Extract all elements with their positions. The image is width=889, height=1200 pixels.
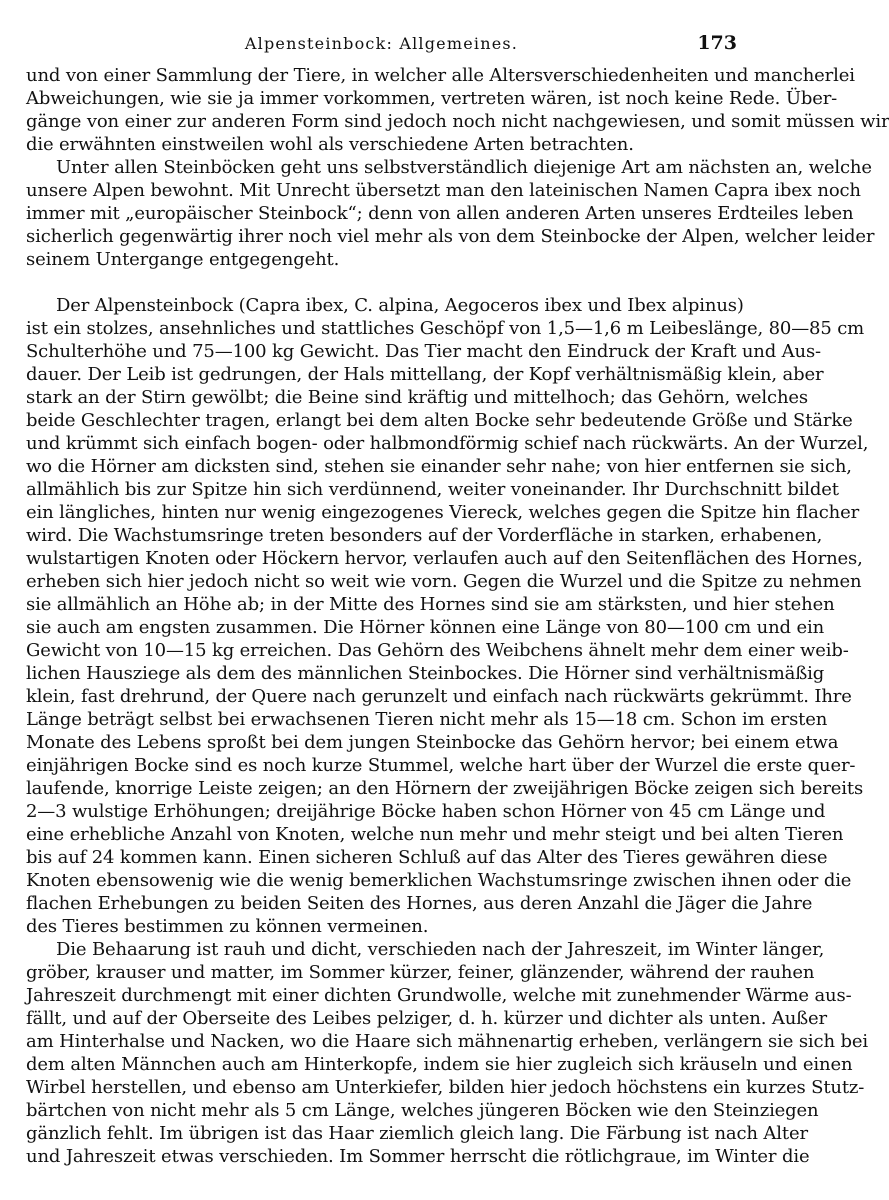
text-line: gänzlich fehlt. Im übrigen ist das Haar ziemlich gleich lang. Die Färbung ist nach Alter	[26, 1123, 808, 1144]
text-line: die erwähnten einstweilen wohl als verschiedene Arten betrachten.	[26, 134, 634, 155]
section-gap	[26, 271, 737, 294]
text-line: ist ein stolzes, ansehnliches und stattliches Geschöpf von 1,5—1,6 m Leibeslänge, 80—85 cm	[26, 318, 865, 339]
text-line: Schulterhöhe und 75—100 kg Gewicht. Das Tier macht den Eindruck der Kraft und Aus-	[26, 341, 821, 362]
text-line: seinem Untergange entgegengeht.	[26, 249, 340, 270]
text-line: Länge beträgt selbst bei erwachsenen Tieren nicht mehr als 15—18 cm. Schon im ersten	[26, 709, 828, 730]
text-line: Abweichungen, wie sie ja immer vorkommen, vertreten wären, ist noch keine Rede. Über-	[26, 88, 838, 109]
text-line: fällt, und auf der Oberseite des Leibes pelziger, d. h. kürzer und dichter als unten. Außer	[26, 1008, 827, 1029]
text-line: erheben sich hier jedoch nicht so weit wie vorn. Gegen die Wurzel und die Spitze zu nehmen	[26, 571, 862, 592]
text-line: Wirbel herstellen, und ebenso am Unterkiefer, bilden hier jedoch höchstens ein kurzes Stutz-	[26, 1077, 865, 1098]
text-line: Gewicht von 10—15 kg erreichen. Das Gehörn des Weibchens ähnelt mehr dem einer weib-	[26, 640, 849, 661]
text-line: lichen Hausziege als dem des männlichen Steinbockes. Die Hörner sind verhältnismäßig	[26, 663, 825, 684]
text-line: bärtchen von nicht mehr als 5 cm Länge, welches jüngeren Böcken wie den Steinziegen	[26, 1100, 819, 1121]
text-line: gröber, krauser und matter, im Sommer kürzer, feiner, glänzender, während der rauhen	[26, 962, 815, 983]
text-line: sicherlich gegenwärtig ihrer noch viel mehr als von dem Steinbocke der Alpen, welcher leider	[26, 226, 875, 247]
text-line: klein, fast drehrund, der Quere nach gerunzelt und einfach nach rückwärts gekrümmt. Ihre	[26, 686, 852, 707]
text-line: des Tieres bestimmen zu können vermeinen.	[26, 916, 429, 937]
text-line: sie allmählich an Höhe ab; in der Mitte des Hornes sind sie am stärksten, und hier stehen	[26, 594, 835, 615]
text-line: Die Behaarung ist rauh und dicht, verschieden nach der Jahreszeit, im Winter länger,	[56, 939, 825, 960]
paragraph-2	[26, 156, 875, 271]
text-line: wo die Hörner am dicksten sind, stehen sie einander sehr nahe; von hier entfernen sie sich,	[26, 456, 852, 477]
text-line: sie auch am engsten zusammen. Die Hörner können eine Länge von 80—100 cm und ein	[26, 617, 825, 638]
paragraph-1	[26, 64, 889, 156]
text-line: Monate des Lebens sproßt bei dem jungen Steinbocke das Gehörn hervor; bei einem etwa	[26, 732, 839, 753]
text-line: bis auf 24 kommen kann. Einen sicheren Schluß auf das Alter des Tieres gewähren diese	[26, 847, 828, 868]
text-line: beide Geschlechter tragen, erlangt bei dem alten Bocke sehr bedeutende Größe und Stärke	[26, 410, 853, 431]
text-line: stark an der Stirn gewölbt; die Beine sind kräftig und mittelhoch; das Gehörn, welches	[26, 387, 808, 408]
text-line: gänge von einer zur anderen Form sind jedoch noch nicht nachgewiesen, und somit müssen wir	[26, 111, 889, 132]
text-line: ein längliches, hinten nur wenig eingezogenes Viereck, welches gegen die Spitze hin flacher	[26, 502, 860, 523]
text-line: und krümmt sich einfach bogen- oder halbmondförmig schief nach rückwärts. An der Wurzel,	[26, 433, 869, 454]
text-line: am Hinterhalse und Nacken, wo die Haare sich mähnenartig erheben, verlängern sie sich bei	[26, 1031, 868, 1052]
text-line: dem alten Männchen auch am Hinterkopfe, indem sie hier zugleich sich kräuseln und einen	[26, 1054, 853, 1075]
text-line: Jahreszeit durchmengt mit einer dichten Grundwolle, welche mit zunehmender Wärme aus-	[26, 985, 852, 1006]
text-line: allmählich bis zur Spitze hin sich verdünnend, weiter voneinander. Ihr Durchschnitt bildet	[26, 479, 839, 500]
text-line: und von einer Sammlung der Tiere, in welcher alle Altersverschiedenheiten und mancherlei	[26, 65, 855, 86]
text-line: flachen Erhebungen zu beiden Seiten des Hornes, aus deren Anzahl die Jäger die Jahre	[26, 893, 813, 914]
text-line: einjährigen Bocke sind es noch kurze Stummel, welche hart über der Wurzel die erste quer-	[26, 755, 856, 776]
text-line: dauer. Der Leib ist gedrungen, der Hals mittellang, der Kopf verhältnismäßig klein, aber	[26, 364, 824, 385]
text-line: 2—3 wulstige Erhöhungen; dreijährige Böcke haben schon Hörner von 45 cm Länge und	[26, 801, 826, 822]
text-line: und Jahreszeit etwas verschieden. Im Sommer herrscht die rötlichgraue, im Winter die	[26, 1146, 810, 1167]
page-number: 173	[697, 32, 737, 54]
page-header	[26, 32, 737, 58]
body-text	[26, 64, 889, 1168]
text-line: laufende, knorrige Leiste zeigen; an den Hörnern der zweijährigen Böcke zeigen sich bereits	[26, 778, 864, 799]
text-line: wird. Die Wachstumsringe treten besonders auf der Vorderfläche in starken, erhabenen,	[26, 525, 823, 546]
text-line: wulstartigen Knoten oder Höckern hervor, verlaufen auch auf den Seitenflächen des Hornes,	[26, 548, 863, 569]
text-line: Knoten ebensowenig wie die wenig bemerklichen Wachstumsringe zwischen ihnen oder die	[26, 870, 852, 891]
paragraph-3	[26, 294, 869, 938]
running-head: Alpensteinbock: Allgemeines.	[244, 34, 519, 53]
text-line: unsere Alpen bewohnt. Mit Unrecht übersetzt man den lateinischen Namen Capra ibex noch	[26, 180, 861, 201]
paragraph-4	[26, 938, 868, 1168]
text-line: immer mit „europäischer Steinbock“; denn von allen anderen Arten unseres Erdteiles leben	[26, 203, 854, 224]
text-line: Der Alpensteinbock (Capra ibex, C. alpina, Aegoceros ibex und Ibex alpinus)	[56, 295, 744, 316]
text-line: eine erhebliche Anzahl von Knoten, welche nun mehr und mehr steigt und bei alten Tieren	[26, 824, 844, 845]
text-line: Unter allen Steinböcken geht uns selbstverständlich diejenige Art am nächsten an, welche	[56, 157, 872, 178]
